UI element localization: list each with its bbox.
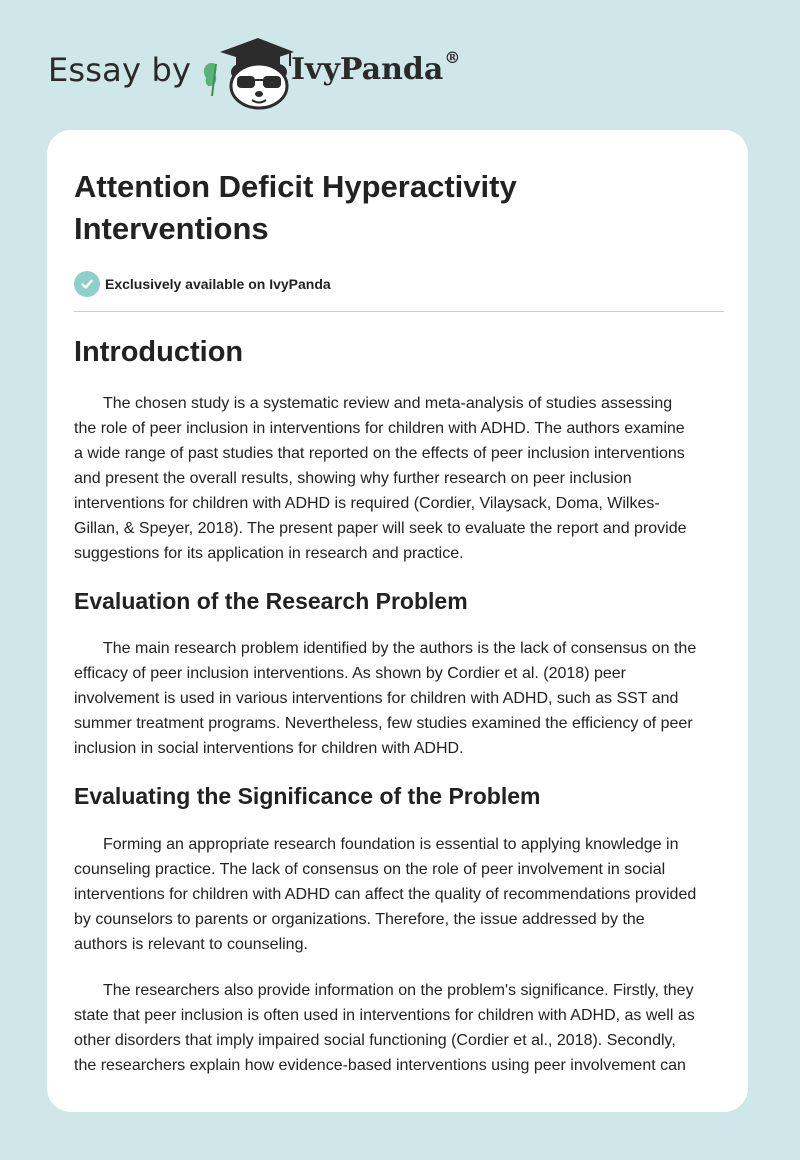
section-heading-introduction: Introduction [74, 336, 244, 368]
paragraph-significance-1: Forming an appropriate research foundation is essential to applying knowledge in counseling practice. The lack of consensus on the role of peer involvement in social interventions for children with ADHD can affect the quality of recommendations provided by counselors to parents or organizations. Therefore, the issue addressed by the authors is relevant to counseling. [74, 836, 697, 953]
section-heading-significance: Evaluating the Significance of the Problem [74, 783, 541, 809]
panda-graduate-icon [198, 34, 298, 110]
brand-name: IvyPanda® [291, 48, 461, 87]
paragraph-introduction: The chosen study is a systematic review and meta-analysis of studies assessing the role of peer inclusion in interventions for children with ADHD. The authors examine a wide range of past studies that reported on the effects of peer inclusion interventions and present the overall results, showing why further research on peer inclusion interventions for children with ADHD is required (Cordier, Vilaysack, Doma, Wilkes- Gillan, & Speyer, 2018). The present paper will seek to evaluate the report and provide suggestions for its application in research and practice. [74, 395, 687, 562]
paragraph-research-problem: The main research problem identified by the authors is the lack of consensus on the efficacy of peer inclusion interventions. As shown by Cordier et al. (2018) peer involvement is used in various interventions for children with ADHD, such as SST and summer treatment programs. Nevertheless, few studies examined the efficiency of peer inclusion in social interventions for children with ADHD. [74, 640, 697, 757]
section-heading-research-problem: Evaluation of the Research Problem [74, 588, 468, 614]
title-line-2: Interventions [74, 211, 269, 246]
title-line-1: Attention Deficit Hyperactivity [74, 169, 517, 204]
article-content [74, 130, 724, 1078]
check-icon [74, 271, 100, 297]
brand-header[interactable] [48, 34, 508, 114]
paragraph-significance-2: The researchers also provide information on the problem's significance. Firstly, they state that peer inclusion is often used in interventions for children with ADHD, as well as other disorders that imply impaired social functioning (Cordier et al., 2018). Secondly, the researchers explain how evidence-based interventions using peer involvement can [74, 982, 695, 1074]
divider [74, 311, 724, 312]
article-card [47, 130, 748, 1112]
brand-prefix: Essay by [48, 51, 192, 89]
badge-text: Exclusively available on IvyPanda [105, 276, 331, 292]
exclusive-badge [74, 270, 724, 298]
article-title [74, 166, 724, 250]
